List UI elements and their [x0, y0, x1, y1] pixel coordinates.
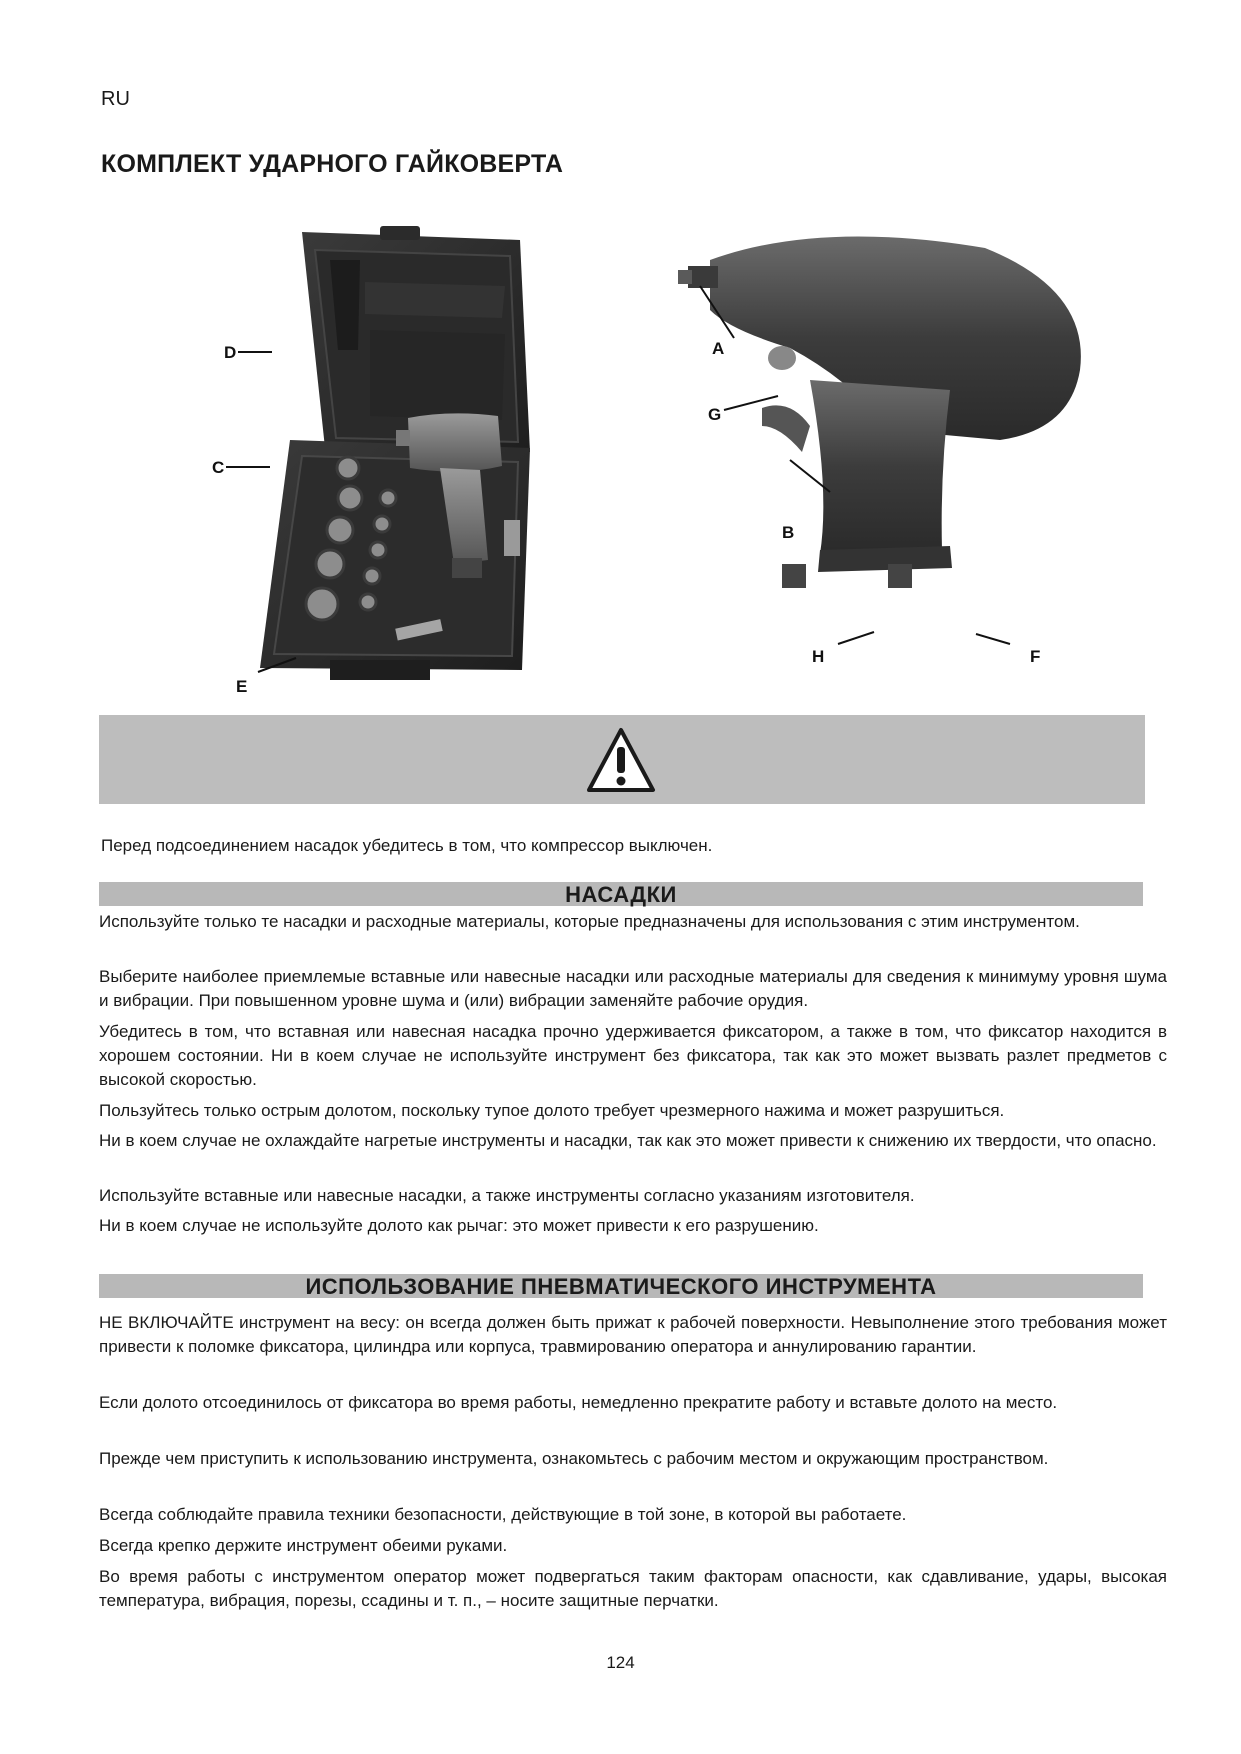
usage-paragraph-4: Всегда соблюдайте правила техники безопасности, действующие в той зоне, в которой вы работаете. [99, 1505, 907, 1524]
usage-paragraph-1: НЕ ВКЛЮЧАЙТЕ инструмент на весу: он всегда должен быть прижат к рабочей поверхности. Невыполнение этого требования может привести к поломке фиксатора, цилиндра или корпуса, травмированию оператора и аннулированию гарантии. [99, 1313, 1167, 1356]
section-title-usage: ИСПОЛЬЗОВАНИЕ ПНЕВМАТИЧЕСКОГО ИНСТРУМЕНТА [99, 1274, 1143, 1298]
usage-paragraph-2: Если долото отсоединилось от фиксатора во время работы, немедленно прекратите работу и вставьте долото на место. [99, 1393, 1058, 1412]
usage-paragraph-6: Во время работы с инструментом оператор может подвергаться таким факторам опасности, как сдавливание, удары, высокая температура, вибрация, порезы, ссадины и т. п., – носите защитные перчатки. [99, 1567, 1167, 1610]
attachments-paragraph-3: Убедитесь в том, что вставная или навесная насадка прочно удерживается фиксатором, а также в том, что фиксатор находится в хорошем состоянии. Ни в коем случае не используйте инструмент без фиксатора, так как это может вызвать разлет предметов с высокой скоростью. [99, 1022, 1167, 1089]
label-h: H [812, 647, 825, 666]
label-f: F [1030, 647, 1041, 666]
label-d: D [224, 343, 237, 362]
label-b: B [782, 523, 795, 542]
attachments-paragraph-1: Используйте только те насадки и расходные материалы, которые предназначены для использования с этим инструментом. [99, 912, 1080, 931]
page-title: КОМПЛЕКТ УДАРНОГО ГАЙКОВЕРТА [101, 150, 564, 178]
page-number: 124 [606, 1653, 635, 1672]
usage-paragraph-5: Всегда крепко держите инструмент обеими руками. [99, 1536, 508, 1555]
label-c: C [212, 458, 225, 477]
tool-handle [810, 380, 950, 554]
attachments-paragraph-5: Ни в коем случае не охлаждайте нагретые инструменты и насадки, так как это может привести к снижению их твердости, что опасно. [99, 1131, 1157, 1150]
case-figure [212, 220, 560, 700]
tool-trigger [762, 405, 810, 452]
section-title-attachments: НАСАДКИ [99, 882, 1143, 906]
attachments-paragraph-2: Выберите наиболее приемлемые вставные или навесные насадки или расходные материалы для сведения к минимуму уровня шума и вибрации. При повышенном уровне шума и (или) вибрации заменяйте рабочие орудия. [99, 967, 1167, 1010]
label-a: A [712, 339, 725, 358]
impact-wrench-figure [670, 230, 1090, 680]
usage-paragraph-3: Прежде чем приступить к использованию инструмента, ознакомьтесь с рабочим местом и окружающим пространством. [99, 1449, 1049, 1468]
attachments-paragraph-4: Пользуйтесь только острым долотом, поскольку тупое долото требует чрезмерного нажима и может разрушиться. [99, 1101, 1005, 1120]
warning-triangle-icon [586, 727, 656, 795]
attachments-paragraph-6: Используйте вставные или навесные насадки, а также инструменты согласно указаниям изготовителя. [99, 1186, 915, 1205]
attachments-paragraph-7: Ни в коем случае не используйте долото как рычаг: это может привести к его разрушению. [99, 1216, 819, 1235]
language-code: RU [101, 88, 130, 110]
label-g: G [708, 405, 722, 424]
warning-text: Перед подсоединением насадок убедитесь в том, что компрессор выключен. [101, 836, 713, 855]
label-e: E [236, 677, 248, 696]
